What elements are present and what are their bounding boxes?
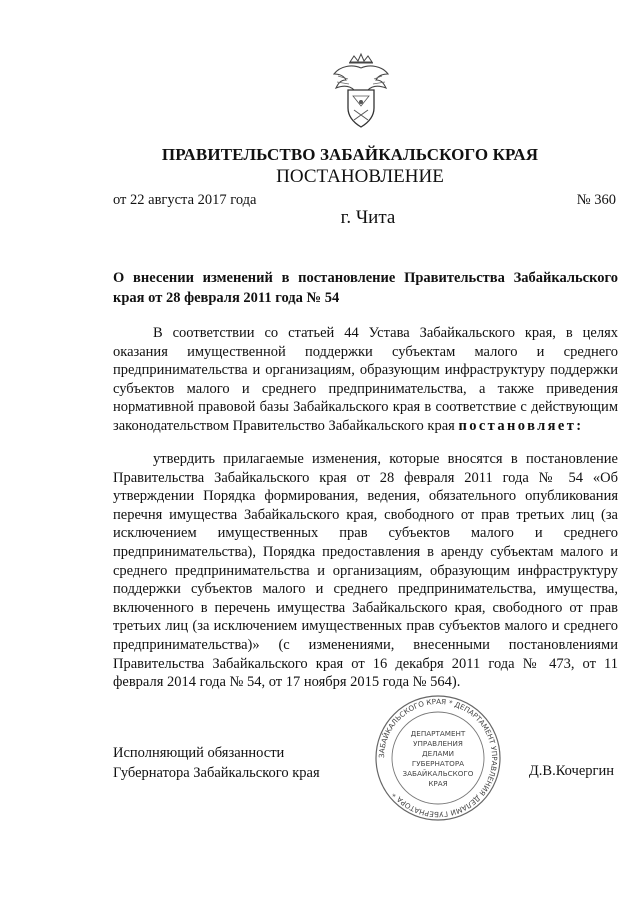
preamble-paragraph <box>113 324 618 436</box>
document-subject: О внесении изменений в постановление Правительства Забайкальского края от 28 февраля 2011 года № 54 <box>113 270 618 306</box>
stamp-line-2: УПРАВЛЕНИЯ <box>413 739 463 748</box>
resolves-keyword: постановляет: <box>458 417 584 434</box>
stamp-line-3: ДЕЛАМИ <box>421 749 455 758</box>
document-date: от 22 августа 2017 года <box>113 192 257 208</box>
stamp-seal-icon <box>368 692 508 824</box>
stamp-ring-text: ЗАБАЙКАЛЬСКОГО КРАЯ * ДЕПАРТАМЕНТ УПРАВЛЕНИЯ ДЕЛАМИ ГУБЕРНАТОРА * <box>376 696 500 820</box>
document-number: № 360 <box>576 192 616 208</box>
coat-of-arms-icon <box>330 52 392 132</box>
document-type: ПОСТАНОВЛЕНИЕ <box>276 166 444 187</box>
stamp-line-1: ДЕПАРТАМЕНТ <box>410 729 466 738</box>
document-city: г. Чита <box>340 207 396 228</box>
signer-name: Д.В.Кочергин <box>528 763 614 779</box>
official-stamp <box>368 692 508 824</box>
signer-position-line-1: Исполняющий обязанности <box>113 745 285 761</box>
preamble-text: В соответствии со статьей 44 Устава Забайкальского края, в целях оказания имущественной поддержки субъектам малого и среднего предпринимательства и организациям, образующим инфраструктуру поддержки субъектов малого и среднего предпринимательства, а также приведения нормативной правовой базы Забайкальского края в соответствие с действующим законодательством Правительство Забайкальского края <box>113 325 618 434</box>
coat-of-arms-emblem <box>330 52 392 132</box>
resolution-paragraph: утвердить прилагаемые изменения, которые вносятся в постановление Правительства Забайкальского края от 28 февраля 2011 года № 54 «Об утверждении Порядка формирования, ведения, обязательного опубликования перечня имущества Забайкальского края, свободного от прав третьих лиц (за исключением имущественных прав субъектов малого и среднего предпринимательства), Порядка предоставления в аренду субъектам малого и среднего предпринимательства и организациям, образующим инфраструктуру поддержки субъектов малого и среднего предпринимательства, имущества, включенного в перечень имущества Забайкальского края, свободного от прав третьих лиц (за исключением имущественных прав субъектов малого и среднего предпринимательства)» (с изменениями, внесенными постановлениями Правительства Забайкальского края от 16 декабря 2011 года № 473, от 11 февраля 2014 года № 54, от 17 ноября 2015 года № 564). <box>113 451 618 691</box>
signer-position-line-2: Губернатора Забайкальского края <box>113 765 320 781</box>
stamp-line-6: КРАЯ <box>428 779 448 788</box>
signer-position <box>113 743 320 783</box>
stamp-line-5: ЗАБАЙКАЛЬСКОГО <box>402 769 474 778</box>
stamp-line-4: ГУБЕРНАТОРА <box>411 759 465 768</box>
government-title: ПРАВИТЕЛЬСТВО ЗАБАЙКАЛЬСКОГО КРАЯ <box>161 145 539 164</box>
